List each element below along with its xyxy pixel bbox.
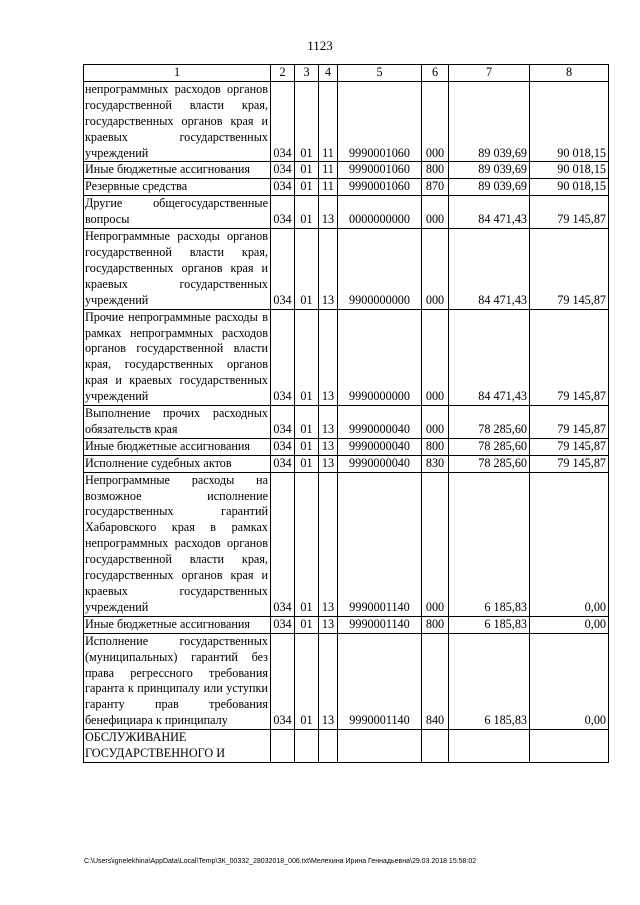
subsection-code: 13 <box>319 472 338 616</box>
amount-year-1 <box>449 730 530 763</box>
section-code: 01 <box>295 472 319 616</box>
row-name: Выполнение прочих расходных обязательств края <box>84 406 271 439</box>
expense-type-code: 800 <box>422 616 449 633</box>
section-code: 01 <box>295 179 319 196</box>
section-code: 01 <box>295 81 319 162</box>
amount-year-1: 84 471,43 <box>449 309 530 405</box>
ministry-code: 034 <box>271 438 295 455</box>
ministry-code: 034 <box>271 455 295 472</box>
amount-year-1: 78 285,60 <box>449 406 530 439</box>
header-row <box>84 65 609 82</box>
amount-year-1: 6 185,83 <box>449 616 530 633</box>
amount-year-1: 78 285,60 <box>449 438 530 455</box>
subsection-code: 13 <box>319 229 338 310</box>
expense-type-code: 000 <box>422 406 449 439</box>
row-name: Другие общегосударственные вопросы <box>84 196 271 229</box>
target-article-code: 9990001140 <box>338 633 422 729</box>
amount-year-2: 79 145,87 <box>530 406 609 439</box>
row-name: Резервные средства <box>84 179 271 196</box>
expense-type-code: 000 <box>422 81 449 162</box>
row-name: непрограммных расходов органов государственной власти края, государственных органов края и краевых государственных учреждений <box>84 81 271 162</box>
column-header: 4 <box>319 65 338 82</box>
subsection-code: 11 <box>319 162 338 179</box>
ministry-code: 034 <box>271 616 295 633</box>
page-number: 1123 <box>307 38 333 53</box>
target-article-code <box>338 730 422 763</box>
amount-year-1: 78 285,60 <box>449 455 530 472</box>
row-name: Прочие непрограммные расходы в рамках непрограммных расходов органов государственной власти края, государственных органов края и краевых государственных учреждений <box>84 309 271 405</box>
table-row <box>84 472 609 616</box>
amount-year-1: 89 039,69 <box>449 162 530 179</box>
section-code: 01 <box>295 438 319 455</box>
row-name: ОБСЛУЖИВАНИЕ ГОСУДАРСТВЕННОГО И <box>84 730 271 763</box>
section-code: 01 <box>295 196 319 229</box>
target-article-code: 9990001060 <box>338 81 422 162</box>
section-code: 01 <box>295 616 319 633</box>
section-code: 01 <box>295 162 319 179</box>
target-article-code: 0000000000 <box>338 196 422 229</box>
amount-year-2: 90 018,15 <box>530 179 609 196</box>
target-article-code: 9990001140 <box>338 616 422 633</box>
amount-year-2: 90 018,15 <box>530 81 609 162</box>
ministry-code: 034 <box>271 633 295 729</box>
ministry-code: 034 <box>271 162 295 179</box>
target-article-code: 9990001060 <box>338 162 422 179</box>
subsection-code: 11 <box>319 179 338 196</box>
table-row <box>84 162 609 179</box>
amount-year-2: 79 145,87 <box>530 309 609 405</box>
target-article-code: 9990001060 <box>338 179 422 196</box>
column-header: 7 <box>449 65 530 82</box>
column-header: 1 <box>84 65 271 82</box>
amount-year-2: 79 145,87 <box>530 196 609 229</box>
target-article-code: 9900000000 <box>338 229 422 310</box>
table-row <box>84 438 609 455</box>
row-name: Иные бюджетные ассигнования <box>84 162 271 179</box>
section-code <box>295 730 319 763</box>
expense-type-code: 000 <box>422 472 449 616</box>
column-header: 6 <box>422 65 449 82</box>
subsection-code: 13 <box>319 616 338 633</box>
target-article-code: 9990000040 <box>338 438 422 455</box>
table-row <box>84 81 609 162</box>
subsection-code: 11 <box>319 81 338 162</box>
expense-type-code: 800 <box>422 438 449 455</box>
amount-year-2: 0,00 <box>530 472 609 616</box>
row-name: Иные бюджетные ассигнования <box>84 438 271 455</box>
subsection-code <box>319 730 338 763</box>
subsection-code: 13 <box>319 455 338 472</box>
ministry-code: 034 <box>271 472 295 616</box>
amount-year-1: 89 039,69 <box>449 81 530 162</box>
column-header: 2 <box>271 65 295 82</box>
table-row <box>84 455 609 472</box>
budget-table <box>83 64 609 763</box>
amount-year-2: 90 018,15 <box>530 162 609 179</box>
expense-type-code: 870 <box>422 179 449 196</box>
row-name: Непрограммные расходы на возможное исполнение государственных гарантий Хабаровского края в рамках непрограммных расходов органов государственной власти края, государственных органов края и краевых государственных учреждений <box>84 472 271 616</box>
ministry-code <box>271 730 295 763</box>
amount-year-2: 79 145,87 <box>530 455 609 472</box>
amount-year-2: 79 145,87 <box>530 229 609 310</box>
expense-type-code <box>422 730 449 763</box>
footer-file-path: C:\Users\ignelekhina\AppData\Local\Temp\ЗК_00332_28032018_006.txt\Мелехина Ирина Геннадьевна\29.03.2018 15:58:02 <box>84 858 477 865</box>
amount-year-1: 6 185,83 <box>449 633 530 729</box>
ministry-code: 034 <box>271 229 295 310</box>
subsection-code: 13 <box>319 633 338 729</box>
ministry-code: 034 <box>271 309 295 405</box>
subsection-code: 13 <box>319 438 338 455</box>
row-name: Исполнение государственных (муниципальных) гарантий без права регрессного требования гаранта к принципалу или уступки гаранту прав требования бенефициара к принципалу <box>84 633 271 729</box>
amount-year-2 <box>530 730 609 763</box>
expense-type-code: 000 <box>422 309 449 405</box>
section-code: 01 <box>295 229 319 310</box>
table-row <box>84 406 609 439</box>
amount-year-2: 0,00 <box>530 633 609 729</box>
amount-year-1: 84 471,43 <box>449 196 530 229</box>
expense-type-code: 000 <box>422 229 449 310</box>
expense-type-code: 000 <box>422 196 449 229</box>
column-header: 5 <box>338 65 422 82</box>
table-row <box>84 196 609 229</box>
target-article-code: 9990000040 <box>338 406 422 439</box>
table-row <box>84 633 609 729</box>
amount-year-1: 84 471,43 <box>449 229 530 310</box>
ministry-code: 034 <box>271 196 295 229</box>
target-article-code: 9990000040 <box>338 455 422 472</box>
column-header: 8 <box>530 65 609 82</box>
section-code: 01 <box>295 406 319 439</box>
subsection-code: 13 <box>319 406 338 439</box>
target-article-code: 9990000000 <box>338 309 422 405</box>
section-code: 01 <box>295 455 319 472</box>
amount-year-2: 0,00 <box>530 616 609 633</box>
expense-type-code: 840 <box>422 633 449 729</box>
ministry-code: 034 <box>271 179 295 196</box>
section-code: 01 <box>295 309 319 405</box>
amount-year-1: 89 039,69 <box>449 179 530 196</box>
table-row <box>84 309 609 405</box>
section-code: 01 <box>295 633 319 729</box>
target-article-code: 9990001140 <box>338 472 422 616</box>
expense-type-code: 830 <box>422 455 449 472</box>
column-header: 3 <box>295 65 319 82</box>
row-name: Исполнение судебных актов <box>84 455 271 472</box>
ministry-code: 034 <box>271 81 295 162</box>
table-row <box>84 616 609 633</box>
table-row <box>84 229 609 310</box>
amount-year-2: 79 145,87 <box>530 438 609 455</box>
subsection-code: 13 <box>319 196 338 229</box>
table-row <box>84 179 609 196</box>
table-row <box>84 730 609 763</box>
ministry-code: 034 <box>271 406 295 439</box>
row-name: Иные бюджетные ассигнования <box>84 616 271 633</box>
row-name: Непрограммные расходы органов государственной власти края, государственных органов края и краевых государственных учреждений <box>84 229 271 310</box>
subsection-code: 13 <box>319 309 338 405</box>
amount-year-1: 6 185,83 <box>449 472 530 616</box>
expense-type-code: 800 <box>422 162 449 179</box>
